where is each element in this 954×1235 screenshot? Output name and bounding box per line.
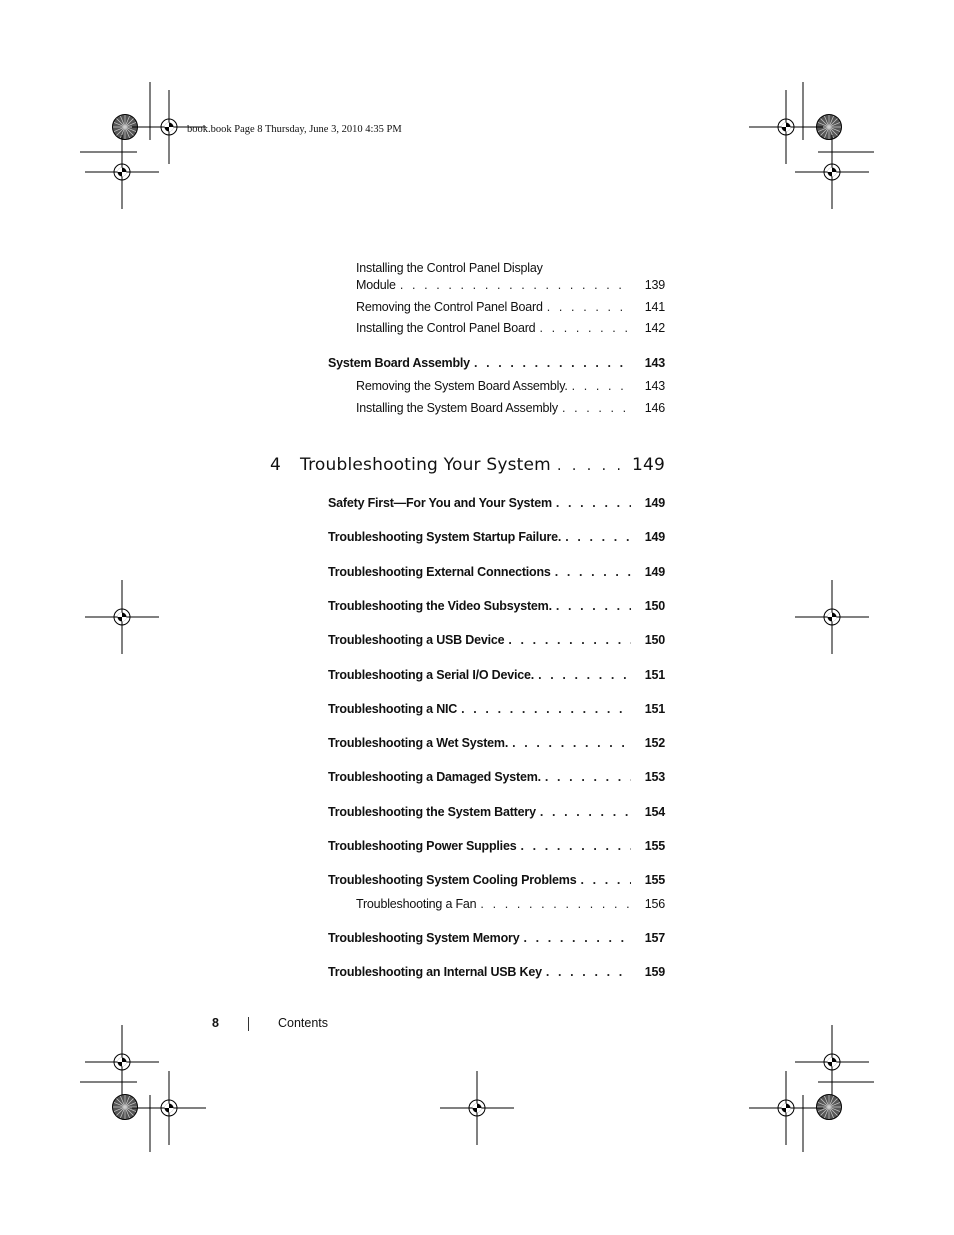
registration-mark-icon (440, 1071, 514, 1145)
dot-leader (547, 300, 631, 314)
dot-leader (508, 633, 631, 647)
toc-section[interactable] (328, 805, 665, 819)
toc-section-title: Troubleshooting the Video Subsystem. (328, 599, 552, 613)
toc-entry[interactable] (356, 897, 665, 911)
dot-leader (520, 839, 631, 853)
toc-entry[interactable] (356, 401, 665, 415)
toc-entry-title: Module (356, 278, 396, 292)
registration-mark-icon (85, 580, 159, 654)
registration-mark-icon (795, 1025, 869, 1099)
toc-entry-title: Troubleshooting a Fan (356, 897, 477, 911)
dot-leader (480, 897, 631, 911)
toc-section-title: System Board Assembly (328, 356, 470, 370)
toc-entry-page: 141 (644, 300, 665, 314)
footer-section-title: Contents (278, 1016, 329, 1030)
toc-section[interactable] (328, 873, 665, 887)
toc-section-page: 159 (644, 965, 665, 979)
toc-section[interactable] (328, 633, 665, 647)
dot-leader (512, 736, 631, 750)
registration-mark-icon (132, 1071, 206, 1145)
toc-section[interactable] (328, 530, 665, 544)
toc-section-page: 157 (644, 931, 665, 945)
toc-section-page: 155 (644, 873, 665, 887)
toc-section-title: Troubleshooting a Serial I/O Device. (328, 668, 535, 682)
toc-section[interactable] (328, 496, 665, 510)
starburst-mark-icon (817, 1095, 842, 1120)
toc-entry-page: 156 (644, 897, 665, 911)
print-header: book.book Page 8 Thursday, June 3, 2010 4:35 PM (187, 124, 402, 135)
chapter-heading[interactable] (270, 455, 665, 475)
toc-section-title: Troubleshooting System Cooling Problems (328, 873, 577, 887)
toc-entry[interactable] (356, 321, 665, 335)
starburst-mark-icon (113, 1095, 138, 1120)
toc-entry-title: Installing the System Board Assembly (356, 401, 558, 415)
toc-entry-page: 143 (644, 379, 665, 393)
toc-section[interactable] (328, 702, 665, 716)
toc-section-title: Troubleshooting the System Battery (328, 805, 536, 819)
toc-section-page: 149 (644, 496, 665, 510)
chapter-page: 149 (631, 455, 665, 475)
registration-mark-icon (85, 135, 159, 209)
dot-leader (557, 458, 626, 474)
toc-section[interactable] (328, 839, 665, 853)
toc-section-title: Troubleshooting a USB Device (328, 633, 505, 647)
chapter-number: 4 (270, 455, 282, 475)
toc-section-title: Troubleshooting a Wet System. (328, 736, 509, 750)
toc-section-page: 153 (644, 770, 665, 784)
toc-section[interactable] (328, 736, 665, 750)
dot-leader (400, 278, 631, 292)
footer-page-number: 8 (212, 1016, 219, 1030)
toc-section-page: 151 (644, 668, 665, 682)
toc-entry[interactable] (356, 379, 665, 393)
toc-section-title: Troubleshooting External Connections (328, 565, 551, 579)
toc-section-title: Troubleshooting a Damaged System. (328, 770, 541, 784)
dot-leader (540, 805, 631, 819)
dot-leader (565, 530, 631, 544)
toc-section-page: 150 (644, 599, 665, 613)
dot-leader (539, 321, 631, 335)
registration-mark-icon (749, 1071, 823, 1145)
toc-entry-title: Removing the System Board Assembly. (356, 379, 568, 393)
toc-entry-page: 139 (644, 278, 665, 292)
dot-leader (556, 496, 631, 510)
dot-leader (545, 770, 631, 784)
dot-leader (556, 599, 631, 613)
registration-mark-icon (85, 1025, 159, 1099)
dot-leader (562, 401, 631, 415)
toc-section[interactable] (328, 599, 665, 613)
toc-section-title: Troubleshooting System Startup Failure. (328, 530, 562, 544)
dot-leader (461, 702, 631, 716)
toc-entry-page: 142 (644, 321, 665, 335)
dot-leader (546, 965, 631, 979)
dot-leader (474, 356, 631, 370)
dot-leader (523, 931, 631, 945)
registration-mark-icon (749, 90, 823, 164)
toc-section-title: Troubleshooting Power Supplies (328, 839, 517, 853)
toc-entry-title: Installing the Control Panel Board (356, 321, 536, 335)
toc-section-title: Troubleshooting an Internal USB Key (328, 965, 542, 979)
dot-leader (572, 379, 631, 393)
toc-section-title: Troubleshooting System Memory (328, 931, 520, 945)
toc-section-page: 154 (644, 805, 665, 819)
toc-section-page: 143 (644, 356, 665, 370)
footer-divider (248, 1017, 249, 1031)
toc-section-title: Safety First—For You and Your System (328, 496, 552, 510)
toc-section[interactable] (328, 931, 665, 945)
registration-mark-icon (795, 580, 869, 654)
toc-section[interactable] (328, 770, 665, 784)
toc-entry-line1[interactable]: Installing the Control Panel Display (356, 261, 543, 275)
toc-section[interactable] (328, 565, 665, 579)
toc-section-title: Troubleshooting a NIC (328, 702, 458, 716)
toc-section-page: 155 (644, 839, 665, 853)
toc-entry[interactable] (356, 278, 665, 292)
toc-entry[interactable] (356, 300, 665, 314)
toc-section-page: 149 (644, 565, 665, 579)
toc-section[interactable] (328, 965, 665, 979)
registration-mark-icon (795, 135, 869, 209)
toc-section-page: 151 (644, 702, 665, 716)
toc-section-page: 150 (644, 633, 665, 647)
toc-entry-page: 146 (644, 401, 665, 415)
toc-section[interactable] (328, 668, 665, 682)
dot-leader (538, 668, 631, 682)
toc-section-page: 149 (644, 530, 665, 544)
dot-leader (580, 873, 631, 887)
toc-entry-title: Removing the Control Panel Board (356, 300, 543, 314)
chapter-title: Troubleshooting Your System (300, 455, 551, 475)
dot-leader (555, 565, 631, 579)
toc-section-page: 152 (644, 736, 665, 750)
toc-section[interactable] (328, 356, 665, 370)
